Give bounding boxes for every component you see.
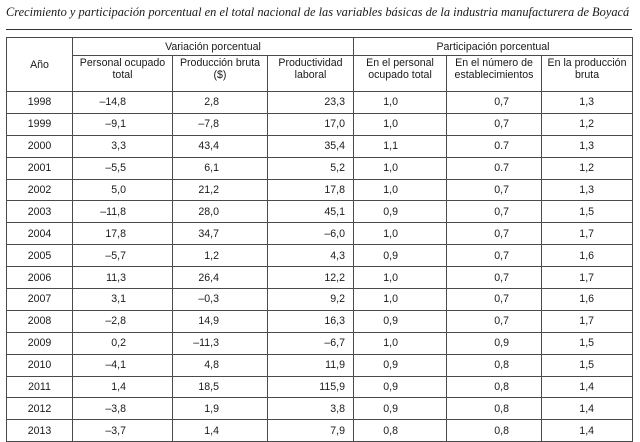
header-year: Año — [7, 38, 73, 92]
cell-value: 0,7 — [447, 201, 542, 223]
cell-value: 1,0 — [354, 157, 447, 179]
cell-value: 11,3 — [73, 267, 173, 289]
cell-value: 5,2 — [268, 157, 354, 179]
cell-value: 0,8 — [447, 376, 542, 398]
cell-value: 14,9 — [173, 310, 268, 332]
cell-value: 1,4 — [542, 376, 633, 398]
cell-value: 3,3 — [73, 135, 173, 157]
cell-value: 1,2 — [173, 245, 268, 267]
cell-value: 1,3 — [542, 135, 633, 157]
cell-year: 2007 — [7, 289, 73, 311]
table-row — [7, 113, 633, 135]
cell-value: 1,4 — [73, 376, 173, 398]
header-col-personal: Personal ocupado total — [73, 56, 173, 92]
cell-value: 1,2 — [542, 157, 633, 179]
cell-value: –2,8 — [73, 310, 173, 332]
table-body — [7, 92, 633, 442]
cell-value: 34,7 — [173, 223, 268, 245]
cell-value: 26,4 — [173, 267, 268, 289]
cell-value: 18,5 — [173, 376, 268, 398]
cell-value: 1,4 — [542, 398, 633, 420]
cell-year: 2008 — [7, 310, 73, 332]
cell-value: 1,4 — [542, 420, 633, 442]
cell-value: 1,3 — [542, 92, 633, 114]
data-table — [6, 37, 633, 442]
cell-value: 5,0 — [73, 179, 173, 201]
table-row — [7, 245, 633, 267]
table-row — [7, 398, 633, 420]
table-row — [7, 267, 633, 289]
cell-year: 2011 — [7, 376, 73, 398]
cell-value: 1,0 — [354, 113, 447, 135]
cell-value: 1,5 — [542, 332, 633, 354]
cell-value: 0,9 — [447, 332, 542, 354]
cell-value: 0,7 — [447, 289, 542, 311]
cell-value: 1,0 — [354, 267, 447, 289]
cell-value: 1,5 — [542, 354, 633, 376]
cell-value: 0,7 — [447, 245, 542, 267]
cell-value: 2,8 — [173, 92, 268, 114]
cell-value: 0,7 — [447, 267, 542, 289]
cell-value: 6,1 — [173, 157, 268, 179]
cell-value: 1,7 — [542, 223, 633, 245]
cell-value: 43,4 — [173, 135, 268, 157]
cell-value: 45,1 — [268, 201, 354, 223]
cell-value: 0,2 — [73, 332, 173, 354]
header-col-productividad: Productividad laboral — [268, 56, 354, 92]
table-row — [7, 332, 633, 354]
cell-value: –4,1 — [73, 354, 173, 376]
cell-year: 2000 — [7, 135, 73, 157]
cell-value: 28,0 — [173, 201, 268, 223]
header-col-produccion: Producción bruta ($) — [173, 56, 268, 92]
cell-value: 1,5 — [542, 201, 633, 223]
cell-value: 0,8 — [354, 420, 447, 442]
cell-year: 2001 — [7, 157, 73, 179]
cell-value: –9,1 — [73, 113, 173, 135]
cell-value: 21,2 — [173, 179, 268, 201]
header-participacion: Participación porcentual — [354, 38, 633, 56]
cell-value: 4,8 — [173, 354, 268, 376]
cell-value: 17,8 — [268, 179, 354, 201]
table-row — [7, 310, 633, 332]
cell-value: 17,8 — [73, 223, 173, 245]
cell-value: 0,8 — [447, 354, 542, 376]
cell-year: 2002 — [7, 179, 73, 201]
cell-value: 1,0 — [354, 179, 447, 201]
cell-year: 1998 — [7, 92, 73, 114]
cell-value: 0.7 — [447, 135, 542, 157]
cell-value: 0,8 — [447, 420, 542, 442]
cell-value: 0,7 — [447, 179, 542, 201]
cell-year: 2005 — [7, 245, 73, 267]
table-row — [7, 223, 633, 245]
cell-year: 2012 — [7, 398, 73, 420]
cell-value: 16,3 — [268, 310, 354, 332]
top-rule — [6, 29, 632, 30]
cell-value: 0,9 — [354, 354, 447, 376]
cell-value: 4,3 — [268, 245, 354, 267]
cell-value: 1,0 — [354, 92, 447, 114]
cell-value: 0,9 — [354, 398, 447, 420]
cell-value: 1,0 — [354, 223, 447, 245]
cell-value: 1,1 — [354, 135, 447, 157]
cell-year: 2004 — [7, 223, 73, 245]
cell-value: 1,0 — [354, 289, 447, 311]
cell-year: 2006 — [7, 267, 73, 289]
cell-value: 3,1 — [73, 289, 173, 311]
cell-value: 115,9 — [268, 376, 354, 398]
cell-value: 1,0 — [354, 332, 447, 354]
cell-year: 1999 — [7, 113, 73, 135]
table-title: Crecimiento y participación porcentual en el total nacional de las variables básicas de la industria manufacturera de Boyacá — [6, 5, 630, 19]
cell-value: –3,8 — [73, 398, 173, 420]
header-col-part-establecimientos: En el número de establecimientos — [447, 56, 542, 92]
cell-value: –11,3 — [173, 332, 268, 354]
table-row — [7, 92, 633, 114]
cell-value: 1,3 — [542, 179, 633, 201]
cell-value: –7,8 — [173, 113, 268, 135]
header-variacion: Variación porcentual — [73, 38, 354, 56]
table-row — [7, 289, 633, 311]
cell-value: –0,3 — [173, 289, 268, 311]
cell-year: 2013 — [7, 420, 73, 442]
cell-value: 35,4 — [268, 135, 354, 157]
cell-value: 3,8 — [268, 398, 354, 420]
cell-value: 1,2 — [542, 113, 633, 135]
cell-value: 1,6 — [542, 245, 633, 267]
cell-value: 0,7 — [447, 310, 542, 332]
cell-value: –14,8 — [73, 92, 173, 114]
cell-value: 12,2 — [268, 267, 354, 289]
cell-value: 0,9 — [354, 201, 447, 223]
cell-year: 2003 — [7, 201, 73, 223]
cell-year: 2009 — [7, 332, 73, 354]
table-header — [7, 38, 633, 92]
cell-value: 0,9 — [354, 245, 447, 267]
cell-value: 0,8 — [447, 398, 542, 420]
cell-value: 23,3 — [268, 92, 354, 114]
cell-value: 0,7 — [447, 113, 542, 135]
table-row — [7, 420, 633, 442]
cell-value: –3,7 — [73, 420, 173, 442]
cell-value: 9,2 — [268, 289, 354, 311]
table-row — [7, 157, 633, 179]
cell-year: 2010 — [7, 354, 73, 376]
cell-value: –5,7 — [73, 245, 173, 267]
cell-value: 1,7 — [542, 310, 633, 332]
cell-value: 17,0 — [268, 113, 354, 135]
cell-value: 1,7 — [542, 267, 633, 289]
cell-value: 11,9 — [268, 354, 354, 376]
cell-value: 1,9 — [173, 398, 268, 420]
cell-value: –11,8 — [73, 201, 173, 223]
cell-value: 7,9 — [268, 420, 354, 442]
cell-value: 0.7 — [447, 157, 542, 179]
table-row — [7, 376, 633, 398]
cell-value: –6,7 — [268, 332, 354, 354]
cell-value: –5,5 — [73, 157, 173, 179]
header-col-part-produccion: En la producción bruta — [542, 56, 633, 92]
table-row — [7, 354, 633, 376]
cell-value: 0,9 — [354, 376, 447, 398]
cell-value: 0,7 — [447, 223, 542, 245]
table-row — [7, 179, 633, 201]
cell-value: 1,6 — [542, 289, 633, 311]
header-col-part-personal: En el personal ocupado total — [354, 56, 447, 92]
cell-value: 0,9 — [354, 310, 447, 332]
cell-value: 1,4 — [173, 420, 268, 442]
table-row — [7, 201, 633, 223]
cell-value: –6,0 — [268, 223, 354, 245]
cell-value: 0,7 — [447, 92, 542, 114]
table-row — [7, 135, 633, 157]
